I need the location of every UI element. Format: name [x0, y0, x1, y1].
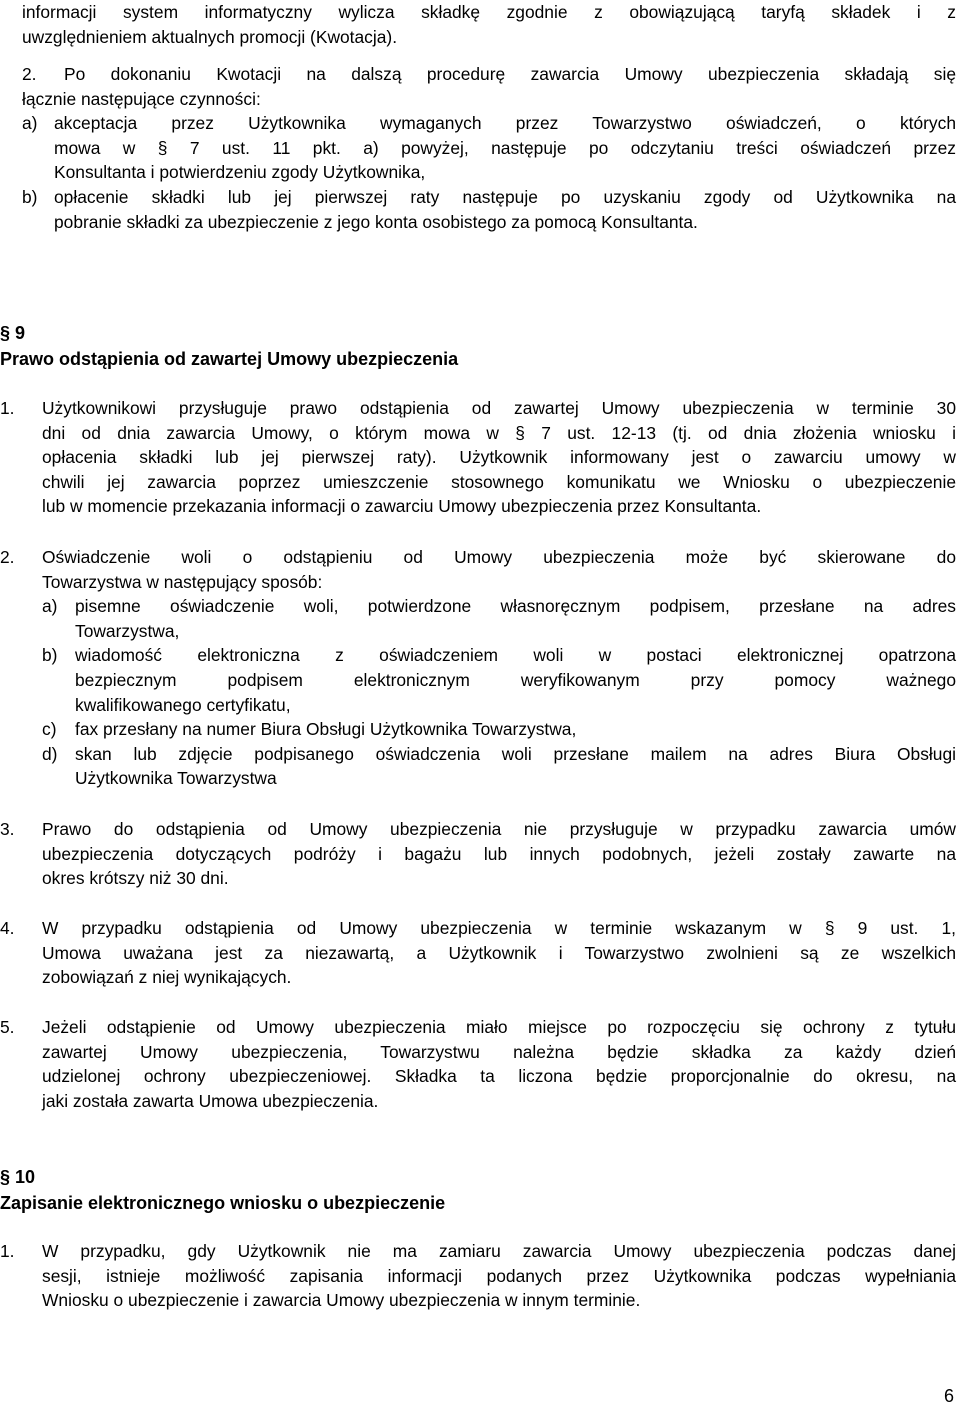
- text-line: 4. W przypadku odstąpienia od Umowy ubezpieczenia w terminie wskazanym w § 9 ust. 1,: [0, 916, 956, 941]
- section10-point-1: [0, 1239, 956, 1313]
- list-marker: 2.: [22, 64, 37, 84]
- text-line: Konsultanta i potwierdzeniu zgody Użytkownika,: [54, 162, 426, 183]
- text-line: sesji, istnieje możliwość zapisania informacji podanych przez Użytkownika podczas wypełniania: [42, 1265, 956, 1286]
- text-line: a) pisemne oświadczenie woli, potwierdzone własnoręcznym podpisem, przesłane na adres: [0, 594, 956, 619]
- text-line: a) akceptacja przez Użytkownika wymaganych przez Towarzystwo oświadczeń, o których: [22, 111, 956, 136]
- text-line: jaki została zawarta Umowa ubezpieczenia.: [42, 1090, 379, 1111]
- text-line: informacji system informatyczny wylicza składkę zgodnie z obowiązującą taryfą składek i z: [22, 2, 956, 22]
- text-line: 2. Oświadczenie woli o odstąpieniu od Umowy ubezpieczenia może być skierowane do: [0, 545, 956, 570]
- text-line: uwzględnieniem aktualnych promocji (Kwotacja).: [22, 26, 398, 47]
- text-line: c) fax przesłany na numer Biura Obsługi Użytkownika Towarzystwa,: [0, 717, 956, 742]
- list-marker: 2.: [0, 547, 15, 567]
- text-line: Umowa uważana jest za niezawartą, a Użytkownik i Towarzystwo zwolnieni są ze wszelkich: [42, 942, 956, 963]
- text-line: Wniosku o ubezpieczenie i zawarcia Umowy ubezpieczenia w innym terminie.: [42, 1290, 641, 1311]
- text-line: kwalifikowanego certyfikatu,: [75, 694, 291, 715]
- text-line: mowa w § 7 ust. 11 pkt. a) powyżej, następuje po odczytaniu treści oświadczeń przez: [54, 137, 956, 158]
- list-marker: 3.: [0, 819, 15, 839]
- text-line: b) opłacenie składki lub jej pierwszej raty następuje po uzyskaniu zgody od Użytkownika na: [22, 185, 956, 210]
- text-line: ubezpieczenia dotyczących podróży i bagażu lub innych podobnych, jeżeli zostały zawarte na: [42, 843, 956, 864]
- section9-point-5: [0, 1015, 956, 1113]
- section9-point-2: [0, 545, 956, 791]
- text-line: lub w momencie przekazania informacji o zawarciu Umowy ubezpieczenia przez Konsultanta.: [42, 496, 762, 517]
- list-marker: b): [42, 645, 58, 666]
- list-marker: 1.: [0, 1241, 15, 1261]
- text-line: b) wiadomość elektroniczna z oświadczeniem woli w postaci elektronicznej opatrzona: [0, 643, 956, 668]
- list-marker: a): [22, 113, 38, 134]
- intro-continuation: [22, 0, 956, 49]
- list-marker: c): [42, 719, 57, 740]
- list-marker: b): [22, 186, 38, 207]
- text-line: dni od dnia zawarcia Umowy, o którym mowa w § 7 ust. 12-13 (tj. od dnia złożenia wniosku i: [42, 422, 956, 443]
- text-line: 2. Po dokonaniu Kwotacji na dalszą procedurę zawarcia Umowy ubezpieczenia składają się: [22, 62, 956, 87]
- section-title: Prawo odstąpienia od zawartej Umowy ubezpieczenia: [0, 349, 459, 369]
- list-marker: d): [42, 743, 58, 764]
- text-line: zobowiązań z niej wynikających.: [42, 967, 292, 988]
- page-number: 6: [943, 1386, 954, 1406]
- text-line: 1. Użytkownikowi przysługuje prawo odstąpienia od zawartej Umowy ubezpieczenia w terminie 30: [0, 396, 956, 421]
- section-number: § 9: [0, 323, 26, 343]
- text-line: udzielonej ochrony ubezpieczeniowej. Składka ta liczona będzie proporcjonalnie do okresu, na: [42, 1066, 956, 1087]
- list-marker: 4.: [0, 918, 15, 938]
- section9-point-4: [0, 916, 956, 990]
- section8-point-2: [22, 62, 956, 234]
- list-marker: a): [42, 596, 58, 617]
- text-line: d) skan lub zdjęcie podpisanego oświadczenia woli przesłane mailem na adres Biura Obsługi: [0, 742, 956, 767]
- text-line: bezpiecznym podpisem elektronicznym weryfikowanym przy pomocy ważnego: [75, 669, 956, 690]
- text-line: 5. Jeżeli odstąpienie od Umowy ubezpieczenia miało miejsce po rozpoczęciu się ochrony z tytułu: [0, 1015, 956, 1040]
- list-marker: 1.: [0, 398, 15, 418]
- section9-point-3: [0, 817, 956, 891]
- text-line: zawartej Umowy ubezpieczenia, Towarzystwu należna będzie składka za każdy dzień: [42, 1041, 956, 1062]
- text-line: Towarzystwa w następujący sposób:: [42, 571, 323, 592]
- section-10-heading: [0, 1164, 940, 1216]
- text-line: Towarzystwa,: [75, 620, 180, 641]
- list-marker: 5.: [0, 1017, 15, 1037]
- text-line: opłacenia składki lub jej pierwszej raty). Użytkownik informowany jest o zawarciu umowy w: [42, 447, 956, 468]
- text-line: pobranie składki za ubezpieczenie z jego konta osobistego za pomocą Konsultanta.: [54, 211, 698, 232]
- text-line: 1. W przypadku, gdy Użytkownik nie ma zamiaru zawarcia Umowy ubezpieczenia podczas danej: [0, 1239, 956, 1264]
- section-9-heading: [0, 320, 940, 372]
- section-title: Zapisanie elektronicznego wniosku o ubezpieczenie: [0, 1193, 446, 1213]
- section9-point-1: [0, 396, 956, 519]
- text-line: okres krótszy niż 30 dni.: [42, 868, 229, 889]
- text-line: łącznie następujące czynności:: [22, 88, 261, 109]
- text-line: Użytkownika Towarzystwa: [75, 768, 277, 789]
- text-line: 3. Prawo do odstąpienia od Umowy ubezpieczenia nie przysługuje w przypadku zawarcia umów: [0, 817, 956, 842]
- section-number: § 10: [0, 1167, 36, 1187]
- text-line: chwili jej zawarcia poprzez umieszczenie stosownego komunikatu we Wniosku o ubezpieczenie: [42, 471, 956, 492]
